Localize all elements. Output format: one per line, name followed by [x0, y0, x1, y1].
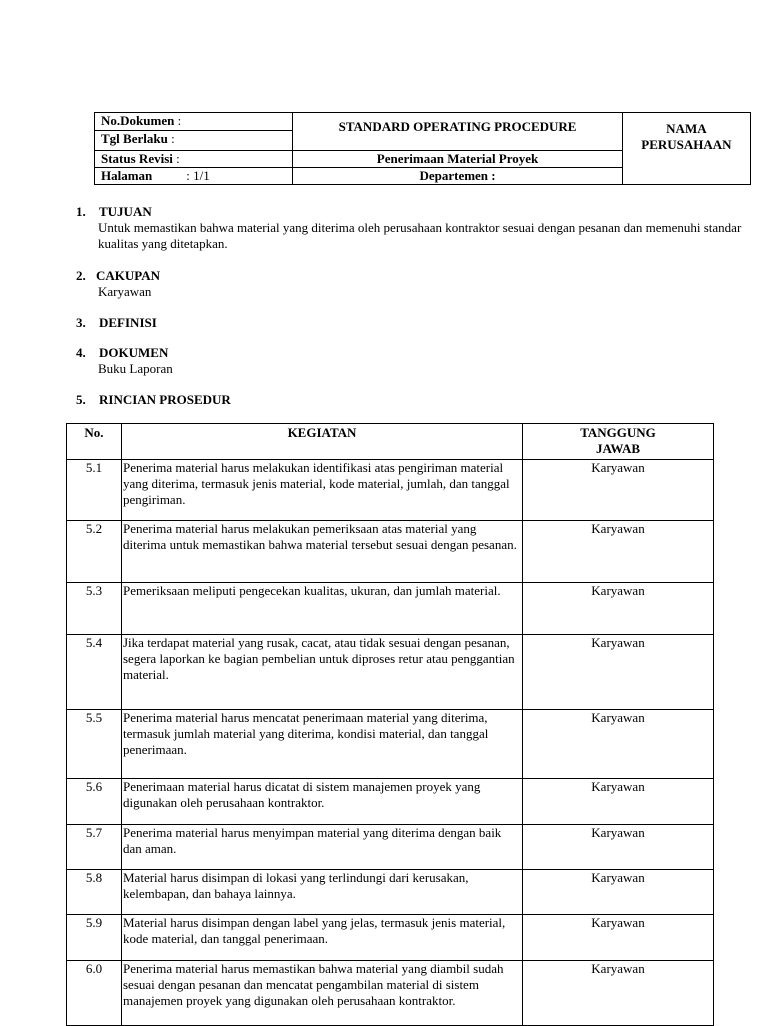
section-cakupan-heading	[76, 268, 160, 284]
row-activity: Penerima material harus melakukan identifikasi atas pengiriman material yang diterima, termasuk jenis material, kode material, jumlah, dan tanggal pengiriman.	[122, 460, 523, 521]
procedure-name-cell	[293, 150, 623, 167]
row-activity: Material harus disimpan di lokasi yang terlindungi dari kerusakan, kelembapan, dan bahaya lainnya.	[122, 870, 523, 915]
tgl-berlaku-colon: :	[171, 131, 175, 147]
table-row	[67, 583, 714, 635]
row-activity: Jika terdapat material yang rusak, cacat, atau tidak sesuai dengan pesanan, segera laporkan ke bagian pembelian untuk diproses retur atau penggantian material.	[122, 635, 523, 710]
section-title: DOKUMEN	[99, 345, 169, 360]
section-definisi-heading	[76, 315, 157, 331]
row-number: 5.6	[67, 779, 122, 825]
company-name-line1: NAMA	[666, 121, 707, 136]
procedure-table	[66, 423, 714, 1026]
table-row	[67, 915, 714, 961]
row-number: 5.2	[67, 521, 122, 583]
section-number: 1.	[76, 204, 86, 219]
sop-title: STANDARD OPERATING PROCEDURE	[338, 119, 577, 134]
section-dokumen-body: Buku Laporan	[98, 361, 173, 376]
table-row	[67, 961, 714, 1026]
row-responsible: Karyawan	[523, 825, 714, 870]
row-responsible: Karyawan	[523, 635, 714, 710]
document-header-table	[94, 112, 751, 185]
halaman-value: : 1/1	[186, 167, 210, 183]
sop-title-cell	[293, 113, 623, 151]
row-number: 5.8	[67, 870, 122, 915]
table-row	[67, 635, 714, 710]
row-responsible: Karyawan	[523, 779, 714, 825]
departemen-label: Departemen :	[419, 167, 496, 183]
row-activity: Penerima material harus menyimpan material yang diterima dengan baik dan aman.	[122, 825, 523, 870]
section-dokumen-heading	[76, 345, 168, 361]
status-revisi-colon: :	[176, 150, 180, 166]
departemen-cell	[293, 167, 623, 184]
table-row	[67, 825, 714, 870]
section-title: CAKUPAN	[96, 268, 161, 283]
section-number: 3.	[76, 315, 86, 330]
halaman-cell	[95, 167, 293, 184]
row-responsible: Karyawan	[523, 915, 714, 961]
tgl-berlaku-cell	[95, 131, 293, 150]
no-dokumen-cell	[95, 113, 293, 131]
section-cakupan-body: Karyawan	[98, 284, 152, 299]
row-activity: Penerimaan material harus dicatat di sistem manajemen proyek yang digunakan oleh perusahaan kontraktor.	[122, 779, 523, 825]
row-number: 5.5	[67, 710, 122, 779]
row-responsible: Karyawan	[523, 583, 714, 635]
row-number: 5.9	[67, 915, 122, 961]
row-responsible: Karyawan	[523, 521, 714, 583]
table-row	[67, 779, 714, 825]
company-name-line2: PERUSAHAAN	[641, 137, 732, 152]
table-row	[67, 521, 714, 583]
tgl-berlaku-label: Tgl Berlaku	[101, 131, 168, 147]
procedure-name: Penerimaan Material Proyek	[376, 150, 539, 166]
row-number: 5.4	[67, 635, 122, 710]
section-tujuan-body: Untuk memastikan bahwa material yang diterima oleh perusahaan kontraktor sesuai dengan pesanan dan memenuhi standar kualitas yang ditetapkan.	[98, 220, 742, 251]
section-number: 4.	[76, 345, 86, 360]
table-header-row	[67, 424, 714, 460]
column-header-no: No.	[67, 424, 122, 460]
no-dokumen-label: No.Dokumen	[101, 113, 175, 128]
section-number: 5.	[76, 392, 86, 407]
row-number: 6.0	[67, 961, 122, 1026]
section-tujuan-heading	[76, 204, 152, 220]
column-header-tanggung-jawab: TANGGUNG JAWAB	[523, 424, 714, 460]
row-responsible: Karyawan	[523, 961, 714, 1026]
table-row	[67, 710, 714, 779]
column-header-kegiatan: KEGIATAN	[122, 424, 523, 460]
halaman-label: Halaman	[101, 167, 153, 183]
row-activity: Penerima material harus mencatat penerimaan material yang diterima, termasuk jumlah material yang diterima, kondisi material, dan tanggal penerimaan.	[122, 710, 523, 779]
table-row	[67, 460, 714, 521]
row-responsible: Karyawan	[523, 460, 714, 521]
status-revisi-cell	[95, 150, 293, 167]
section-title: RINCIAN PROSEDUR	[99, 392, 231, 407]
section-title: DEFINISI	[99, 315, 157, 330]
row-responsible: Karyawan	[523, 870, 714, 915]
section-number: 2.	[76, 268, 86, 283]
row-activity: Material harus disimpan dengan label yang jelas, termasuk jenis material, kode material, dan tanggal penerimaan.	[122, 915, 523, 961]
row-responsible: Karyawan	[523, 710, 714, 779]
row-number: 5.1	[67, 460, 122, 521]
row-number: 5.7	[67, 825, 122, 870]
table-row	[67, 870, 714, 915]
row-activity: Penerima material harus memastikan bahwa material yang diambil sudah sesuai dengan pesanan dan mencatat pengambilan material di sistem manajemen proyek yang digunakan oleh perusahaan kontraktor.	[122, 961, 523, 1026]
row-activity: Penerima material harus melakukan pemeriksaan atas material yang diterima untuk memastikan bahwa material tersebut sesuai dengan pesanan.	[122, 521, 523, 583]
section-title: TUJUAN	[99, 204, 152, 219]
row-activity: Pemeriksaan meliputi pengecekan kualitas, ukuran, dan jumlah material.	[122, 583, 523, 635]
status-revisi-label: Status Revisi	[101, 150, 173, 166]
no-dokumen-colon: :	[177, 113, 182, 128]
section-rincian-heading	[76, 392, 231, 408]
row-number: 5.3	[67, 583, 122, 635]
company-name-cell	[622, 113, 750, 185]
